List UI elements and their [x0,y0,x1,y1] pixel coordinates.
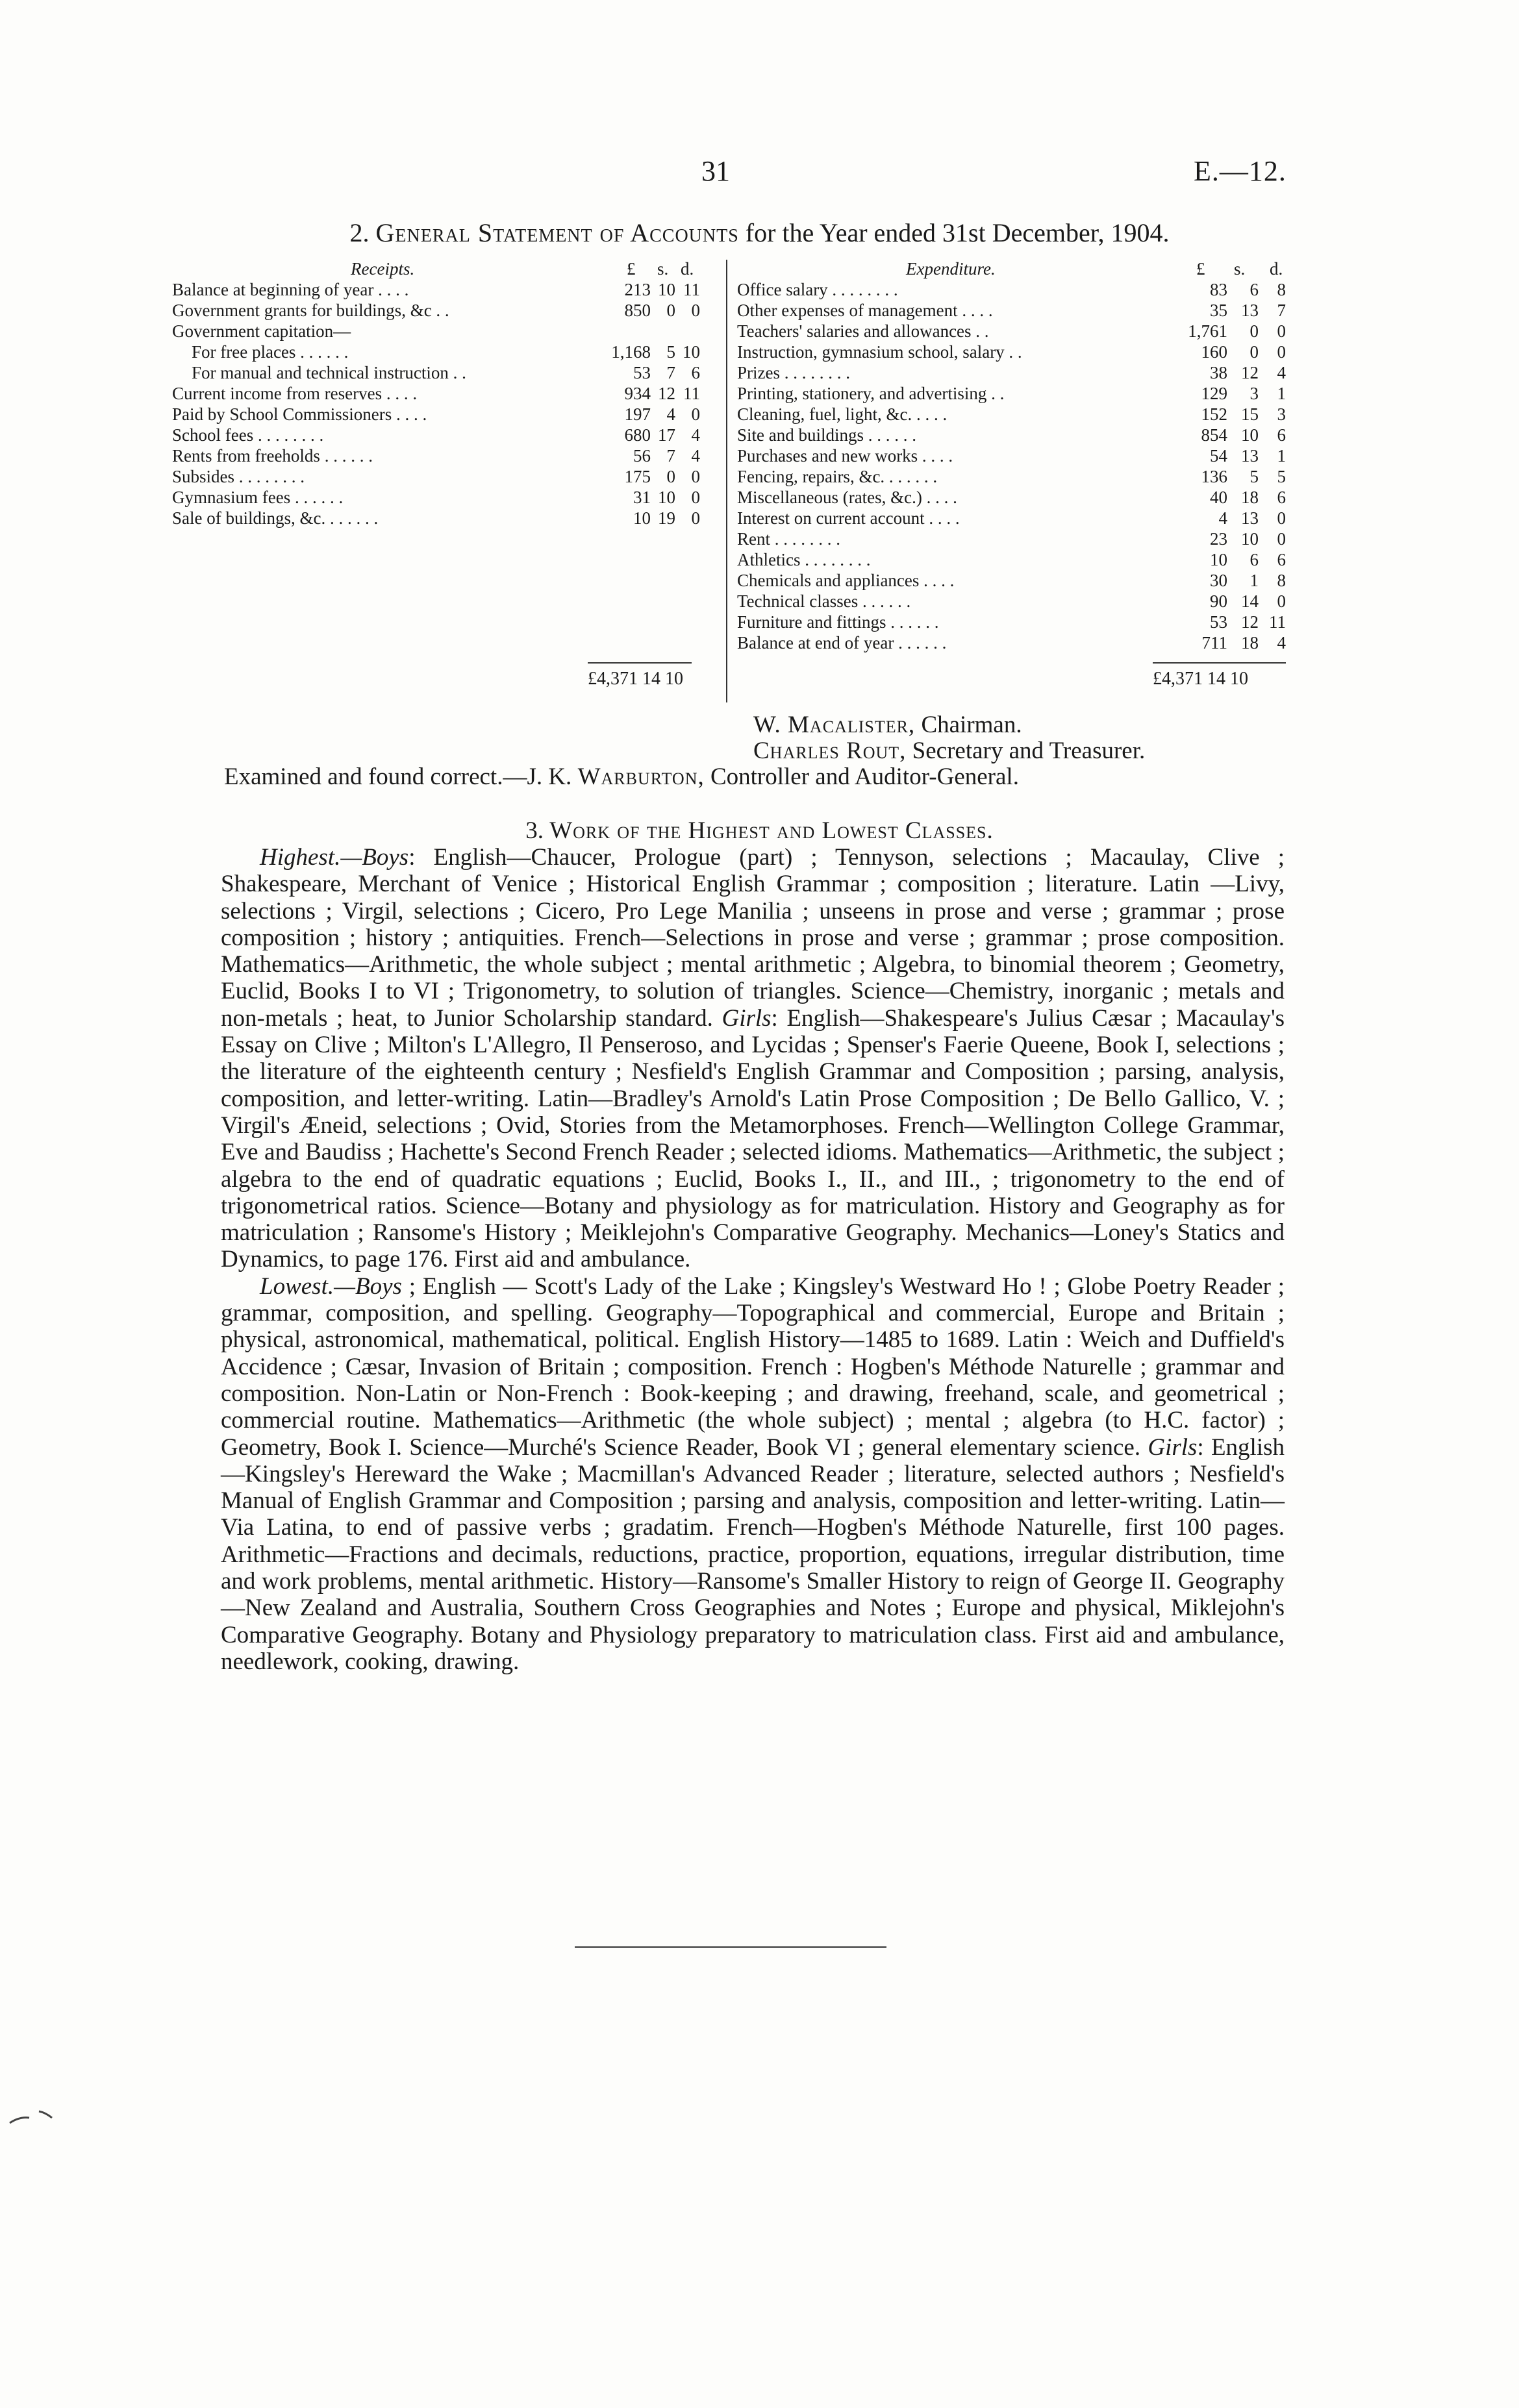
section-3-title [0,817,1519,845]
lowest-classes-paragraph [221,1273,1285,1675]
expenditure-row-shillings: 3 [1249,384,1259,403]
expenditure-row-label: Balance at end of year . . . . . . [737,633,947,652]
receipts-row-shillings: 5 [666,342,675,362]
section-2-number: 2. [349,218,370,247]
section-2-title-rest: for the Year ended 31st December, 1904. [745,218,1170,247]
receipts-row-pounds: 53 [633,363,651,382]
expenditure-row-pounds: 53 [1210,612,1227,632]
receipts-col-pence: d. [681,259,694,279]
expenditure-row-pounds: 854 [1201,425,1227,445]
expenditure-row-pounds: 83 [1210,280,1227,299]
secretary-role: Secretary and Treasurer. [912,738,1146,764]
expenditure-row-pence: 4 [1277,633,1286,652]
receipts-row-pence: 11 [683,280,700,299]
expenditure-row-label: Miscellaneous (rates, &c.) . . . . [737,488,957,507]
receipts-row-pounds: 213 [624,280,651,299]
receipts-col-pounds: £ [627,259,636,279]
expenditure-row-shillings: 14 [1241,591,1259,611]
expenditure-row-pence: 6 [1277,550,1286,569]
receipts-row-label: For manual and technical instruction . . [192,363,466,382]
receipts-row-pounds: 934 [624,384,651,403]
receipts-row-label: Rents from freeholds . . . . . . [172,446,373,465]
expenditure-row-label: Printing, stationery, and advertising . . [737,384,1005,403]
lowest-boys-text: ; English — Scott's Lady of the Lake ; Kingsley's Westward Ho ! ; Globe Poetry Reader ; grammar, composition, and spelling. Geography—Topographical and commercial, Europe and Britain ; physical, astronomical, mathematical, political. English History—1485 to 1689. Latin : Weich and Duffield's Accidence ; Cæsar, Invasion of Britain ; composition. French : Hogben's Méthode Naturelle ; grammar and composition. Non-Latin or Non-French : Book-keeping ; and drawing, freehand, scale, and geometrical ; commercial routine. Mathematics—Arithmetic (the whole subject) ; mental ; algebra (to H.C. factor) ; Geometry, Book I. Science—Murché's Science Reader, Book VI ; general elementary science. [221,1272,1285,1461]
expenditure-row-pence: 8 [1277,280,1286,299]
expenditure-row-label: Cleaning, fuel, light, &c. . . . . [737,404,948,424]
signature-chairman [753,711,1022,739]
expenditure-row-pence: 1 [1277,446,1286,465]
receipts-row-label: Government capitation— [172,321,351,341]
expenditure-row-shillings: 1 [1249,571,1259,590]
chairman-name: W. Macalister, [753,712,916,738]
expenditure-row-label: Rent . . . . . . . . [737,529,840,549]
examined-role: Controller and Auditor-General. [710,763,1019,790]
expenditure-row-label: Interest on current account . . . . [737,508,960,528]
lowest-boys-lead: Lowest.—Boys [260,1272,402,1300]
expenditure-row-pounds: 23 [1210,529,1227,549]
expenditure-total-rule [1153,662,1286,664]
secretary-name: Charles Rout, [753,738,907,764]
receipts-row-shillings: 0 [666,467,675,486]
expenditure-col-pence: d. [1270,259,1283,279]
expenditure-row-shillings: 15 [1241,404,1259,424]
receipts-row-pounds: 31 [633,488,651,507]
expenditure-row-shillings: 13 [1241,508,1259,528]
expenditure-row-pounds: 10 [1210,550,1227,569]
expenditure-row-pounds: 1,761 [1188,321,1227,341]
expenditure-col-pounds: £ [1196,259,1205,279]
highest-classes-paragraph [221,844,1285,1273]
expenditure-row-label: Other expenses of management . . . . [737,301,993,320]
receipts-row-pence: 0 [691,301,700,320]
expenditure-row-pence: 0 [1277,321,1286,341]
receipts-row-shillings: 10 [658,488,675,507]
expenditure-row-label: Furniture and fittings . . . . . . [737,612,939,632]
expenditure-row-pounds: 4 [1218,508,1227,528]
receipts-row-label: Paid by School Commissioners . . . . [172,404,427,424]
expenditure-row-pounds: 40 [1210,488,1227,507]
expenditure-row-label: Purchases and new works . . . . [737,446,953,465]
receipts-heading: Receipts. [351,259,415,279]
expenditure-row-shillings: 5 [1249,467,1259,486]
receipts-row-label: Subsides . . . . . . . . [172,467,305,486]
expenditure-row-label: Athletics . . . . . . . . [737,550,871,569]
receipts-row-shillings: 7 [666,446,675,465]
receipts-row-label: Sale of buildings, &c. . . . . . . [172,508,379,528]
signature-secretary [753,737,1145,765]
receipts-row-pounds: 197 [624,404,651,424]
expenditure-row-pence: 4 [1277,363,1286,382]
expenditure-row-label: Prizes . . . . . . . . [737,363,850,382]
highest-boys-lead: Highest.—Boys [260,844,409,871]
expenditure-row-label: Site and buildings . . . . . . [737,425,916,445]
expenditure-total: £4,371 14 10 [1153,669,1248,689]
expenditure-row-label: Fencing, repairs, &c. . . . . . . [737,467,938,486]
expenditure-row-shillings: 12 [1241,612,1259,632]
receipts-total-rule [588,662,692,664]
expenditure-row-shillings: 13 [1241,446,1259,465]
expenditure-row-pence: 7 [1277,301,1286,320]
expenditure-row-label: Teachers' salaries and allowances . . [737,321,989,341]
expenditure-row-shillings: 6 [1249,550,1259,569]
margin-mark [6,2104,58,2129]
examined-name: Warburton, [577,763,705,790]
lowest-girls-text: : English—Kingsley's Hereward the Wake ; Macmillan's Advanced Reader ; literature, selected authors ; Nesfield's Manual of English Grammar and Composition ; parsing and analysis, composition and letter-writing. Latin—Via Latina, to end of passive verbs ; gradatim. French—Hogben's Méthode Naturelle, first 100 pages. Arithmetic—Fractions and decimals, reductions, practice, proportion, equations, irregular distribution, time and work problems, mental arithmetic. History—Ransome's Smaller History to reign of George II. Geography —New Zealand and Australia, Southern Cross Geographies and Notes ; Europe and physical, Miklejohn's Comparative Geography. Botany and Physiology preparatory to matriculation class. First aid and ambulance, needlework, cooking, drawing. [221,1434,1285,1675]
receipts-row-pence: 11 [683,384,700,403]
expenditure-row-pence: 8 [1277,571,1286,590]
document-reference: E.—12. [1194,155,1287,187]
section-2-title-smallcaps: General Statement of Accounts [375,218,739,247]
expenditure-row-pounds: 160 [1201,342,1227,362]
expenditure-row-pence: 11 [1269,612,1286,632]
expenditure-row-shillings: 12 [1241,363,1259,382]
receipts-row-shillings: 7 [666,363,675,382]
expenditure-row-pounds: 129 [1201,384,1227,403]
receipts-row-label: Balance at beginning of year . . . . [172,280,409,299]
lowest-girls-lead: Girls [1148,1434,1198,1461]
expenditure-col-shillings: s. [1234,259,1246,279]
receipts-row-pounds: 10 [633,508,651,528]
highest-boys-text: : English—Chaucer, Prologue (part) ; Tennyson, selections ; Macaulay, Clive ; Shakespeare, Merchant of Venice ; Historical English Grammar ; composition ; literature. Latin —Livy, selections ; Virgil, selections ; Cicero, Pro Lege Manilia ; unseens in prose and verse ; grammar ; prose composition ; history ; antiquities. French—Selections in prose and verse ; grammar ; prose composition. Mathematics—Arithmetic, the whole subject ; mental arithmetic ; Algebra, to binomial theorem ; Geometry, Euclid, Books I to VI ; Trigonometry, to solution of triangles. Science—Chemistry, inorganic ; metals and non-metals ; heat, to Junior Scholarship standard. [221,844,1285,1032]
receipts-row-pounds: 1,168 [611,342,651,362]
highest-girls-lead: Girls [722,1004,772,1032]
receipts-row-shillings: 10 [658,280,675,299]
receipts-row-pence: 4 [691,446,700,465]
expenditure-row-shillings: 13 [1241,301,1259,320]
expenditure-row-pence: 0 [1277,529,1286,549]
receipts-row-pence: 10 [683,342,700,362]
receipts-row-pence: 6 [691,363,700,382]
receipts-row-label: Government grants for buildings, &c . . [172,301,449,320]
examined-prefix: Examined and found correct.—J. K. [224,763,572,790]
receipts-row-shillings: 0 [666,301,675,320]
expenditure-row-pence: 0 [1277,342,1286,362]
center-divider [726,260,727,702]
expenditure-row-pounds: 711 [1201,633,1227,652]
chairman-role: Chairman. [921,712,1022,738]
expenditure-row-shillings: 10 [1241,529,1259,549]
expenditure-row-shillings: 0 [1249,342,1259,362]
expenditure-row-pounds: 30 [1210,571,1227,590]
expenditure-row-shillings: 18 [1241,633,1259,652]
expenditure-row-label: Instruction, gymnasium school, salary . . [737,342,1022,362]
expenditure-row-pounds: 136 [1201,467,1227,486]
receipts-row-pounds: 680 [624,425,651,445]
receipts-total: £4,371 14 10 [588,669,683,689]
receipts-row-pence: 0 [691,467,700,486]
expenditure-row-pence: 0 [1277,591,1286,611]
receipts-row-label: Gymnasium fees . . . . . . [172,488,344,507]
receipts-row-pounds: 850 [624,301,651,320]
expenditure-row-pounds: 90 [1210,591,1227,611]
expenditure-row-pounds: 38 [1210,363,1227,382]
expenditure-row-pence: 3 [1277,404,1286,424]
receipts-row-shillings: 17 [658,425,675,445]
receipts-row-label: Current income from reserves . . . . [172,384,418,403]
expenditure-row-shillings: 18 [1241,488,1259,507]
receipts-col-shillings: s. [657,259,669,279]
receipts-row-pounds: 56 [633,446,651,465]
expenditure-row-pounds: 152 [1201,404,1227,424]
closing-rule [575,1946,886,1948]
expenditure-row-shillings: 6 [1249,280,1259,299]
expenditure-row-label: Technical classes . . . . . . [737,591,911,611]
expenditure-row-shillings: 0 [1249,321,1259,341]
page-number: 31 [701,155,730,187]
receipts-row-label: For free places . . . . . . [192,342,349,362]
receipts-row-pence: 4 [691,425,700,445]
receipts-row-shillings: 19 [658,508,675,528]
receipts-row-pence: 0 [691,488,700,507]
section-3-number: 3. [525,817,544,844]
receipts-row-pence: 0 [691,404,700,424]
expenditure-row-pence: 6 [1277,488,1286,507]
expenditure-row-label: Office salary . . . . . . . . [737,280,898,299]
expenditure-row-pence: 0 [1277,508,1286,528]
expenditure-heading: Expenditure. [906,259,996,279]
expenditure-row-pence: 5 [1277,467,1286,486]
receipts-row-shillings: 4 [666,404,675,424]
expenditure-row-pence: 1 [1277,384,1286,403]
classes-body [221,844,1285,1675]
expenditure-row-pounds: 54 [1210,446,1227,465]
expenditure-row-label: Chemicals and appliances . . . . [737,571,955,590]
expenditure-row-shillings: 10 [1241,425,1259,445]
receipts-row-shillings: 12 [658,384,675,403]
examined-line [224,763,1019,791]
expenditure-row-pounds: 35 [1210,301,1227,320]
section-2-title [0,217,1519,248]
receipts-row-label: School fees . . . . . . . . [172,425,324,445]
highest-girls-text: : English—Shakespeare's Julius Cæsar ; Macaulay's Essay on Clive ; Milton's L'Allegro, Il Penseroso, and Lycidas ; Spenser's Faerie Queene, Book I, selections ; the literature of the eighteenth century ; Nesfield's English Grammar and Composition ; parsing, analysis, composition, and letter-writing. Latin—Bradley's Arnold's Latin Prose Composition ; De Bello Gallico, V. ; Virgil's Æneid, selections ; Ovid, Stories from the Metamorphoses. French—Wellington College Grammar, Eve and Baudiss ; Hachette's Second French Reader ; selected idioms. Mathematics—Arithmetic, the subject ; algebra to the end of quadratic equations ; Euclid, Books I., II., and III., ; trigonometry to the end of trigonometrical ratios. Science—Botany and physiology as for matriculation. History and Geography as for matriculation ; Ransome's History ; Meiklejohn's Comparative Geography. Mechanics—Loney's Statics and Dynamics, to page 176. First aid and ambulance. [221,1004,1285,1273]
section-3-title-text: Work of the Highest and Lowest Classes. [549,817,994,844]
expenditure-row-pence: 6 [1277,425,1286,445]
receipts-row-pence: 0 [691,508,700,528]
receipts-row-pounds: 175 [624,467,651,486]
